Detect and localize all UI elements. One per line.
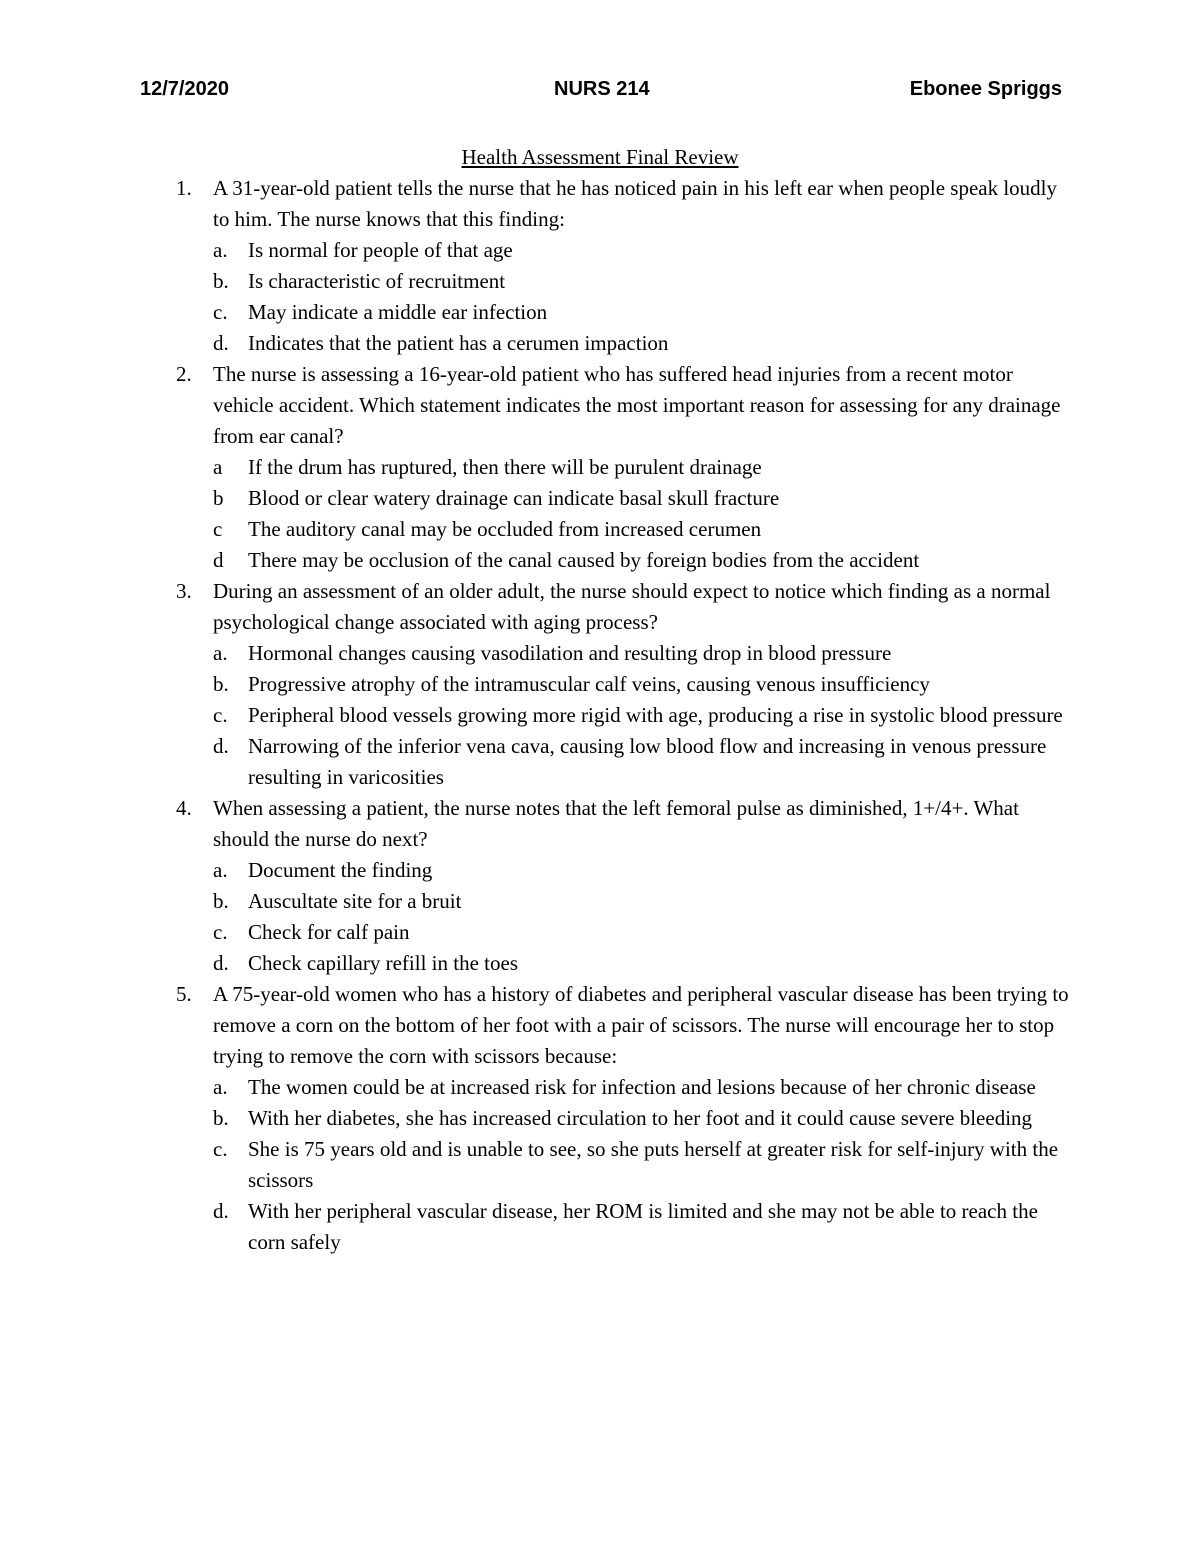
answer-option (213, 452, 1072, 483)
answer-option (213, 514, 1072, 545)
option-letter: b. (213, 889, 229, 913)
question-stem: During an assessment of an older adult, the nurse should expect to notice which finding as a normal psychological change associated with aging process? (213, 579, 1051, 634)
answer-options (213, 235, 1072, 359)
option-text: May indicate a middle ear infection (248, 300, 548, 324)
option-text: Narrowing of the inferior vena cava, causing low blood flow and increasing in venous pressure resulting in varicosities (248, 734, 1047, 789)
question-number: 3. (176, 579, 192, 603)
option-letter: a (213, 455, 223, 479)
option-text: Auscultate site for a bruit (248, 889, 462, 913)
option-letter: d (213, 548, 224, 572)
option-letter: a. (213, 858, 228, 882)
option-letter: c. (213, 300, 228, 324)
question-stem: A 75-year-old women who has a history of diabetes and peripheral vascular disease has been trying to remove a corn on the bottom of her foot with a pair of scissors. The nurse will encourage her to stop trying to remove the corn with scissors because: (213, 982, 1069, 1068)
option-text: Document the finding (248, 858, 433, 882)
option-letter: a. (213, 1075, 228, 1099)
option-letter: c (213, 517, 223, 541)
answer-options (213, 638, 1072, 793)
option-letter: c. (213, 703, 228, 727)
answer-option (213, 297, 1072, 328)
question-number: 1. (176, 176, 192, 200)
option-letter: b. (213, 1106, 229, 1130)
option-letter: b. (213, 269, 229, 293)
option-letter: c. (213, 1137, 228, 1161)
answer-option (213, 886, 1072, 917)
option-letter: d. (213, 734, 229, 758)
option-text: She is 75 years old and is unable to see, so she puts herself at greater risk for self-injury with the scissors (248, 1137, 1059, 1192)
option-text: Is normal for people of that age (248, 238, 513, 262)
option-letter: d. (213, 1199, 229, 1223)
option-text: With her peripheral vascular disease, her ROM is limited and she may not be able to reach the corn safely (248, 1199, 1038, 1254)
option-letter: c. (213, 920, 228, 944)
question-item (0, 173, 1200, 359)
question-list (0, 173, 1200, 1258)
option-letter: d. (213, 331, 229, 355)
answer-option (213, 1072, 1072, 1103)
question-stem: When assessing a patient, the nurse notes that the left femoral pulse as diminished, 1+/4+. What should the nurse do next? (213, 796, 1019, 851)
page-header (140, 74, 1062, 104)
option-letter: d. (213, 951, 229, 975)
option-letter: b. (213, 672, 229, 696)
answer-option (213, 545, 1072, 576)
header-course: NURS 214 (554, 78, 650, 100)
question-number: 2. (176, 362, 192, 386)
answer-option (213, 917, 1072, 948)
answer-option (213, 1103, 1072, 1134)
answer-option (213, 948, 1072, 979)
option-text: Is characteristic of recruitment (248, 269, 506, 293)
option-text: Blood or clear watery drainage can indicate basal skull fracture (248, 486, 780, 510)
answer-option (213, 1196, 1072, 1258)
option-text: Indicates that the patient has a cerumen impaction (248, 331, 669, 355)
question-number: 5. (176, 982, 192, 1006)
answer-option (213, 328, 1072, 359)
question-item (0, 979, 1200, 1258)
option-text: Check capillary refill in the toes (248, 951, 518, 975)
option-text: Hormonal changes causing vasodilation and resulting drop in blood pressure (248, 641, 892, 665)
question-item (0, 576, 1200, 793)
option-text: With her diabetes, she has increased circulation to her foot and it could cause severe bleeding (248, 1106, 1033, 1130)
answer-options (213, 1072, 1072, 1258)
answer-option (213, 669, 1072, 700)
question-item (0, 793, 1200, 979)
question-item (0, 359, 1200, 576)
answer-options (213, 452, 1072, 576)
option-letter: b (213, 486, 224, 510)
answer-options (213, 855, 1072, 979)
question-number: 4. (176, 796, 192, 820)
option-letter: a. (213, 238, 228, 262)
option-text: Peripheral blood vessels growing more rigid with age, producing a rise in systolic blood pressure (248, 703, 1063, 727)
answer-option (213, 855, 1072, 886)
question-stem: A 31-year-old patient tells the nurse that he has noticed pain in his left ear when people speak loudly to him. The nurse knows that this finding: (213, 176, 1057, 231)
answer-option (213, 235, 1072, 266)
option-text: If the drum has ruptured, then there will be purulent drainage (248, 455, 762, 479)
option-text: The women could be at increased risk for infection and lesions because of her chronic disease (248, 1075, 1036, 1099)
option-text: Check for calf pain (248, 920, 410, 944)
option-text: Progressive atrophy of the intramuscular calf veins, causing venous insufficiency (248, 672, 930, 696)
option-text: The auditory canal may be occluded from increased cerumen (248, 517, 762, 541)
option-letter: a. (213, 641, 228, 665)
answer-option (213, 638, 1072, 669)
header-author: Ebonee Spriggs (909, 78, 1062, 100)
answer-option (213, 1134, 1072, 1196)
question-stem: The nurse is assessing a 16-year-old patient who has suffered head injuries from a recent motor vehicle accident. Which statement indicates the most important reason for assessing for any drainage from ear canal? (213, 362, 1061, 448)
answer-option (213, 700, 1072, 731)
option-text: There may be occlusion of the canal caused by foreign bodies from the accident (248, 548, 920, 572)
header-date: 12/7/2020 (140, 78, 229, 100)
document-title: Health Assessment Final Review (461, 145, 739, 169)
answer-option (213, 483, 1072, 514)
answer-option (213, 266, 1072, 297)
answer-option (213, 731, 1072, 793)
